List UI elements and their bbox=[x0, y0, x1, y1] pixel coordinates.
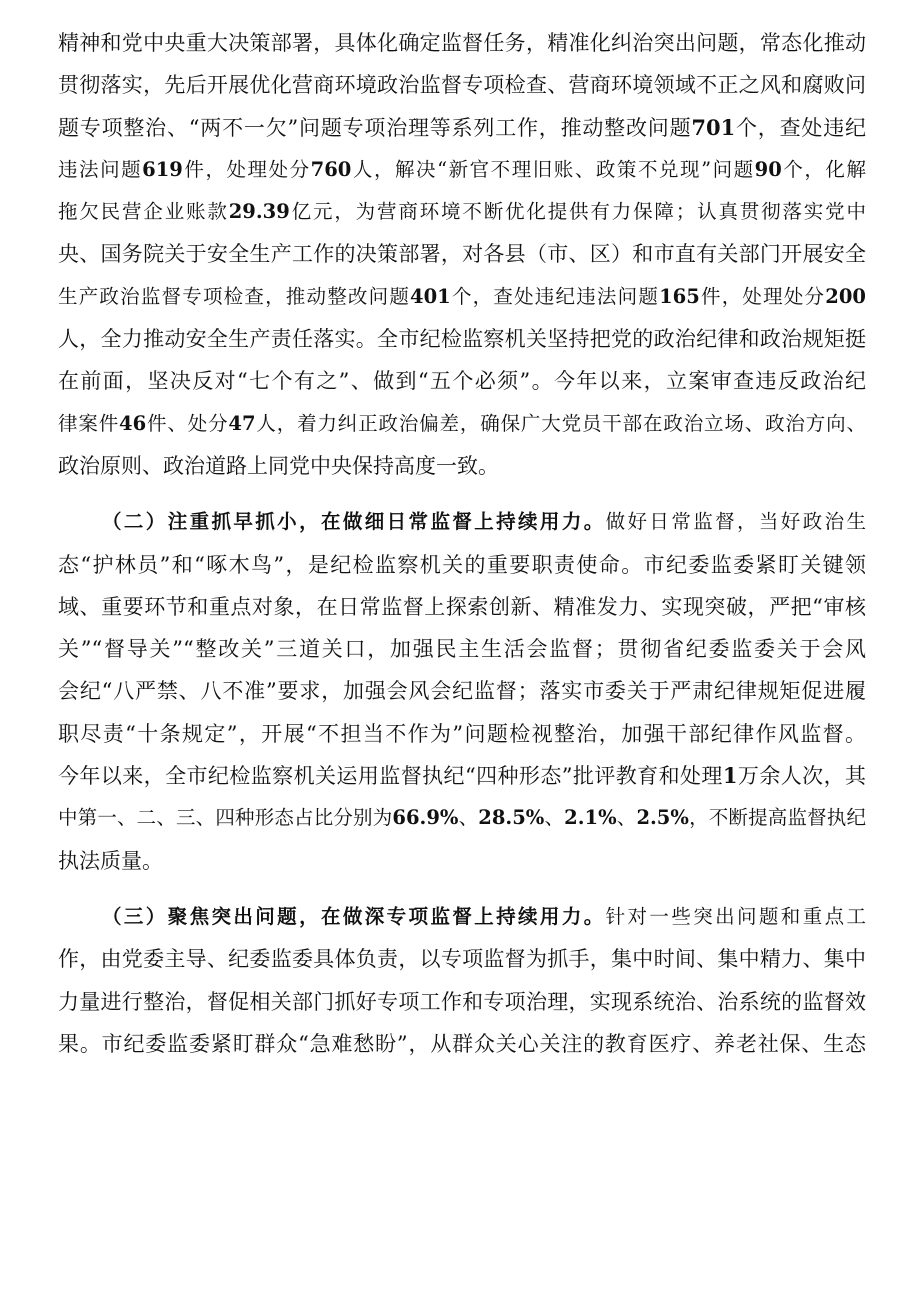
text-run: 个，化解 bbox=[781, 157, 866, 181]
bold-text: 1 bbox=[722, 763, 738, 789]
text-run: 作，由党委主导、纪委监委具体负责，以专项监督为抓手，集中时间、集中精力、集中 bbox=[58, 947, 866, 972]
text-line bbox=[58, 318, 866, 360]
paragraph-gap bbox=[58, 487, 866, 501]
bold-text: 47 bbox=[228, 411, 256, 435]
text-run: 件，处理处分 bbox=[182, 157, 311, 181]
text-line bbox=[58, 938, 866, 980]
text-run: 亿元，为营商环境不断优化提供有力保障；认真贯彻落实党中 bbox=[289, 200, 866, 224]
text-run: 央、国务院关于安全生产工作的决策部署，对各县（市、区）和市直有关部门开展安全 bbox=[58, 242, 866, 267]
text-line bbox=[58, 1023, 866, 1065]
text-line bbox=[58, 628, 866, 670]
text-run: 个，查处违纪违法问题 bbox=[450, 284, 660, 308]
text-run: 今年以来，全市纪检监察机关运用监督执纪“四种形态”批评教育和处理 bbox=[58, 764, 723, 789]
bold-text: 2.5% bbox=[636, 806, 689, 830]
text-line bbox=[58, 233, 866, 275]
text-run: 人，全力推动安全生产责任落实。全市纪检监察机关坚持把党的政治纪律和政治规矩挺 bbox=[58, 327, 866, 352]
text-run: 违法问题 bbox=[58, 157, 143, 181]
bold-text: 28.5% bbox=[478, 806, 545, 830]
paragraph bbox=[58, 896, 866, 1065]
text-line bbox=[58, 755, 866, 797]
text-line bbox=[58, 22, 866, 64]
text-run: 人，着力纠正政治偏差，确保广大党员干部在政治立场、政治方向、 bbox=[255, 411, 866, 435]
bold-text: 29.39 bbox=[228, 200, 290, 224]
text-run: 件，处理处分 bbox=[699, 284, 826, 308]
text-run: 关”“督导关”“整改关”三道关口，加强民主生活会监督；贯彻省纪委监委关于会风 bbox=[58, 637, 866, 662]
text-line bbox=[58, 191, 866, 233]
paragraph bbox=[58, 22, 866, 487]
bold-text: 701 bbox=[691, 114, 736, 140]
text-run: 域、重要环节和重点对象，在日常监督上探索创新、精准发力、实现突破，严把“审核 bbox=[58, 594, 866, 619]
bold-text: 760 bbox=[310, 157, 352, 181]
text-line bbox=[58, 501, 866, 543]
text-run: 力量进行整治，督促相关部门抓好专项工作和专项治理，实现系统治、治系统的监督效 bbox=[58, 989, 866, 1014]
text-run: 精神和党中央重大决策部署，具体化确定监督任务，精准化纠治突出问题，常态化推动 bbox=[58, 31, 866, 55]
bold-text: 90 bbox=[754, 157, 782, 181]
text-run: 职尽责“十条规定”，开展“不担当不作为”问题检视整治，加强干部纪律作风监督。 bbox=[58, 721, 866, 746]
text-run: 中第一、二、三、四种形态占比分别为 bbox=[58, 806, 393, 830]
text-run: 件、处分 bbox=[146, 411, 229, 435]
text-line bbox=[58, 64, 866, 106]
text-run: 果。市纪委监委紧盯群众“急难愁盼”，从群众关心关注的教育医疗、养老社保、生态 bbox=[58, 1031, 866, 1056]
text-run: 万余人次，其 bbox=[737, 764, 866, 789]
text-line bbox=[58, 713, 866, 755]
paragraph-gap bbox=[58, 882, 866, 896]
bold-text: 66.9% bbox=[392, 806, 459, 830]
text-line bbox=[58, 586, 866, 628]
text-run: 会纪“八严禁、八不准”要求，加强会风会纪监督；落实市委关于严肃纪律规矩促进履 bbox=[58, 679, 866, 704]
text-run: 政治原则、政治道路上同党中央保持高度一致。 bbox=[58, 453, 499, 478]
text-run: 拖欠民营企业账款 bbox=[58, 200, 229, 224]
text-run: 态“护林员”和“啄木鸟”，是纪检监察机关的重要职责使命。市纪委监委紧盯关键领 bbox=[58, 552, 866, 577]
text-run: 题专项整治、“两不一欠”问题专项治理等系列工作，推动整改问题 bbox=[58, 115, 692, 140]
text-line bbox=[58, 840, 866, 882]
text-line bbox=[58, 107, 866, 149]
text-line bbox=[58, 797, 866, 839]
text-run: 做好日常监督，当好政治生 bbox=[605, 510, 866, 534]
text-run: 生产政治监督专项检查，推动整改问题 bbox=[58, 284, 411, 308]
text-run: 律案件 bbox=[58, 411, 120, 435]
text-line bbox=[58, 445, 866, 487]
paragraph bbox=[58, 501, 866, 882]
bold-text: 2.1% bbox=[564, 806, 617, 830]
bold-text: 200 bbox=[825, 284, 866, 308]
text-line bbox=[58, 670, 866, 712]
text-line bbox=[58, 360, 866, 402]
bold-text: 165 bbox=[659, 284, 700, 308]
bold-text: 401 bbox=[410, 284, 451, 308]
text-run: 、 bbox=[544, 806, 565, 830]
bold-text: （三）聚焦突出问题，在做深专项监督上持续用力。 bbox=[102, 904, 606, 928]
text-run: 个，查处违纪 bbox=[735, 115, 866, 140]
text-line bbox=[58, 544, 866, 586]
document-body bbox=[58, 22, 866, 1065]
text-run: 贯彻落实，先后开展优化营商环境政治监督专项检查、营商环境领域不正之风和腐败问 bbox=[58, 73, 866, 98]
text-line bbox=[58, 981, 866, 1023]
text-run: 在前面，坚决反对“七个有之”、做到“五个必须”。今年以来，立案审查违反政治纪 bbox=[58, 369, 866, 394]
bold-text: 619 bbox=[142, 157, 183, 181]
text-run: 、 bbox=[458, 806, 479, 830]
text-line bbox=[58, 896, 866, 938]
text-run: 执法质量。 bbox=[58, 848, 163, 873]
text-line bbox=[58, 149, 866, 191]
text-run: 、 bbox=[616, 806, 637, 830]
text-line bbox=[58, 276, 866, 318]
text-line bbox=[58, 403, 866, 445]
text-run: 人，解决“新官不理旧账、政策不兑现”问题 bbox=[351, 157, 755, 181]
text-run: ，不断提高监督执纪 bbox=[688, 806, 866, 830]
bold-text: （二）注重抓早抓小，在做细日常监督上持续用力。 bbox=[102, 510, 606, 534]
text-run: 针对一些突出问题和重点工 bbox=[605, 904, 866, 928]
bold-text: 46 bbox=[119, 411, 147, 435]
